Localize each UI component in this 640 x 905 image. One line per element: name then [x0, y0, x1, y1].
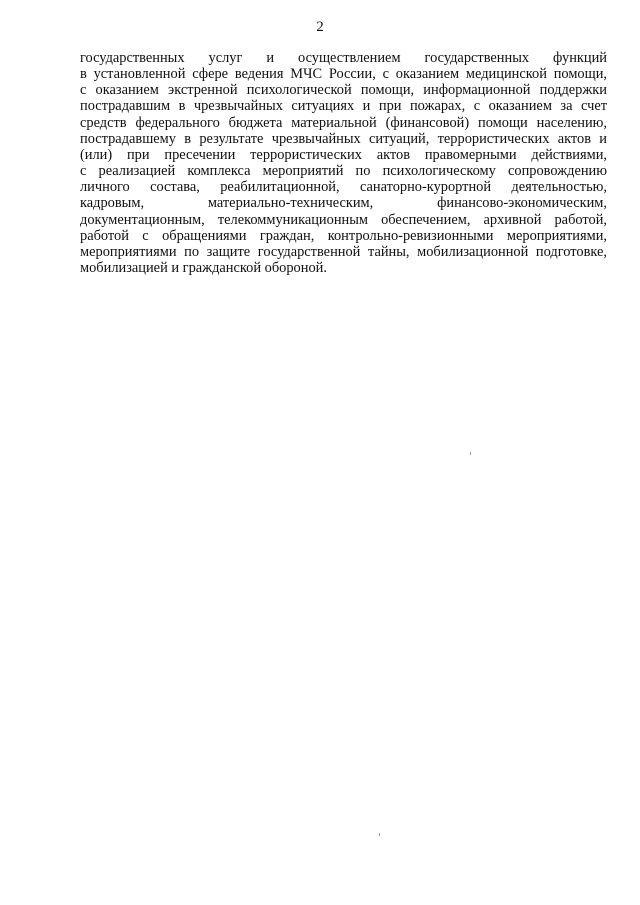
text-line: мобилизацией и гражданской обороной.	[80, 260, 327, 277]
text-line: кадровым, материально-техническим, финансово-экономическим,	[80, 195, 607, 212]
text-line: мероприятиями по защите государственной тайны, мобилизационной подготовке,	[80, 243, 607, 260]
text-line: личного состава, реабилитационной, санаторно-курортной деятельностью,	[80, 179, 607, 196]
text-line: с оказанием экстренной психологической помощи, информационной поддержки	[80, 82, 607, 99]
text-line: работой с обращениями граждан, контрольно-ревизионными мероприятиями,	[80, 227, 607, 244]
text-line: в установленной сфере ведения МЧС России, с оказанием медицинской помощи,	[80, 66, 607, 83]
text-line: документационным, телекоммуникационным обеспечением, архивной работой,	[80, 211, 607, 228]
body-paragraph	[80, 50, 607, 276]
scan-speck	[470, 452, 471, 455]
text-line: пострадавшим в чрезвычайных ситуациях и при пожарах, с оказанием за счет	[80, 98, 607, 115]
text-line: с реализацией комплекса мероприятий по психологическому сопровождению	[80, 163, 607, 180]
text-line: средств федерального бюджета материальной (финансовой) помощи населению,	[80, 114, 607, 131]
text-line: (или) при пресечении террористических актов правомерными действиями,	[80, 146, 607, 163]
page-number: 2	[316, 19, 324, 35]
scan-speck	[379, 833, 380, 836]
text-line: государственных услуг и осуществлением государственных функций	[80, 50, 607, 66]
text-line: пострадавшему в результате чрезвычайных ситуаций, террористических актов и	[80, 130, 607, 147]
